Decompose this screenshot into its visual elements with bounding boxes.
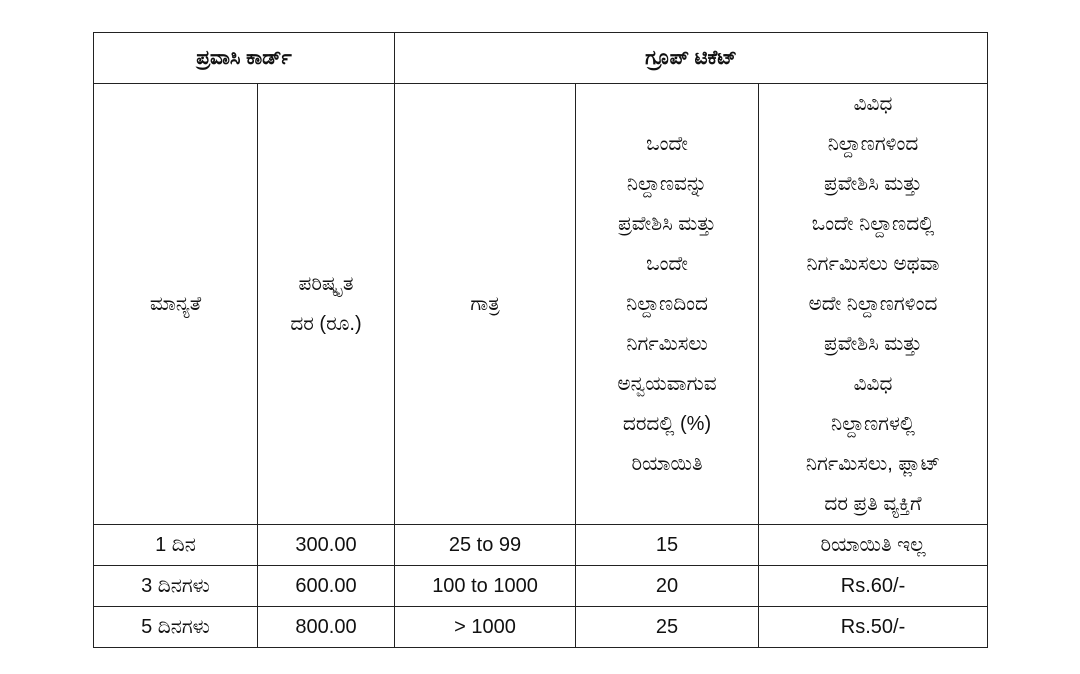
cell-flat: ರಿಯಾಯಿತಿ ಇಲ್ಲ <box>759 525 988 566</box>
cell-validity: 1 ದಿನ <box>94 525 258 566</box>
group-header-group-ticket: ಗ್ರೂಪ್ ಟಿಕೆಟ್ <box>395 33 988 84</box>
cell-size: 25 to 99 <box>395 525 576 566</box>
column-header-revised-rate: ಪರಿಷ್ಕೃತ ದರ (ರೂ.) <box>258 84 395 525</box>
table-row <box>94 525 988 566</box>
column-header-row <box>94 84 988 525</box>
column-header-different-station-flat: ವಿವಿಧ ನಿಲ್ದಾಣಗಳಿಂದ ಪ್ರವೇಶಿಸಿ ಮತ್ತು ಒಂದೇ ನಿಲ್ದಾಣದಲ್ಲಿ ನಿರ್ಗಮಿಸಲು ಅಥವಾ ಅದೇ ನಿಲ್ದಾಣಗಳಿಂದ ಪ್ರವೇಶಿಸಿ ಮತ್ತು ವಿವಿಧ ನಿಲ್ದಾಣಗಳಲ್ಲಿ ನಿರ್ಗಮಿಸಲು, ಫ್ಲಾಟ್ ದರ ಪ್ರತಿ ವ್ಯಕ್ತಿಗೆ <box>759 84 988 525</box>
table-row <box>94 566 988 607</box>
cell-size: > 1000 <box>395 607 576 648</box>
cell-rate: 800.00 <box>258 607 395 648</box>
cell-discount: 25 <box>576 607 759 648</box>
cell-discount: 15 <box>576 525 759 566</box>
column-header-validity: ಮಾನ್ಯತೆ <box>94 84 258 525</box>
group-header-pravasi-card: ಪ್ರವಾಸಿ ಕಾರ್ಡ್ <box>94 33 395 84</box>
group-header-row <box>94 33 988 84</box>
cell-validity: 3 ದಿನಗಳು <box>94 566 258 607</box>
cell-rate: 600.00 <box>258 566 395 607</box>
cell-flat: Rs.60/- <box>759 566 988 607</box>
cell-flat: Rs.50/- <box>759 607 988 648</box>
column-header-same-station-discount: ಒಂದೇ ನಿಲ್ದಾಣವನ್ನು ಪ್ರವೇಶಿಸಿ ಮತ್ತು ಒಂದೇ ನಿಲ್ದಾಣದಿಂದ ನಿರ್ಗಮಿಸಲು ಅನ್ವಯವಾಗುವ ದರದಲ್ಲಿ (%) ರಿಯಾಯಿತಿ <box>576 84 759 525</box>
column-header-size: ಗಾತ್ರ <box>395 84 576 525</box>
cell-rate: 300.00 <box>258 525 395 566</box>
cell-discount: 20 <box>576 566 759 607</box>
cell-validity: 5 ದಿನಗಳು <box>94 607 258 648</box>
fare-table <box>93 32 988 648</box>
cell-size: 100 to 1000 <box>395 566 576 607</box>
table-row <box>94 607 988 648</box>
